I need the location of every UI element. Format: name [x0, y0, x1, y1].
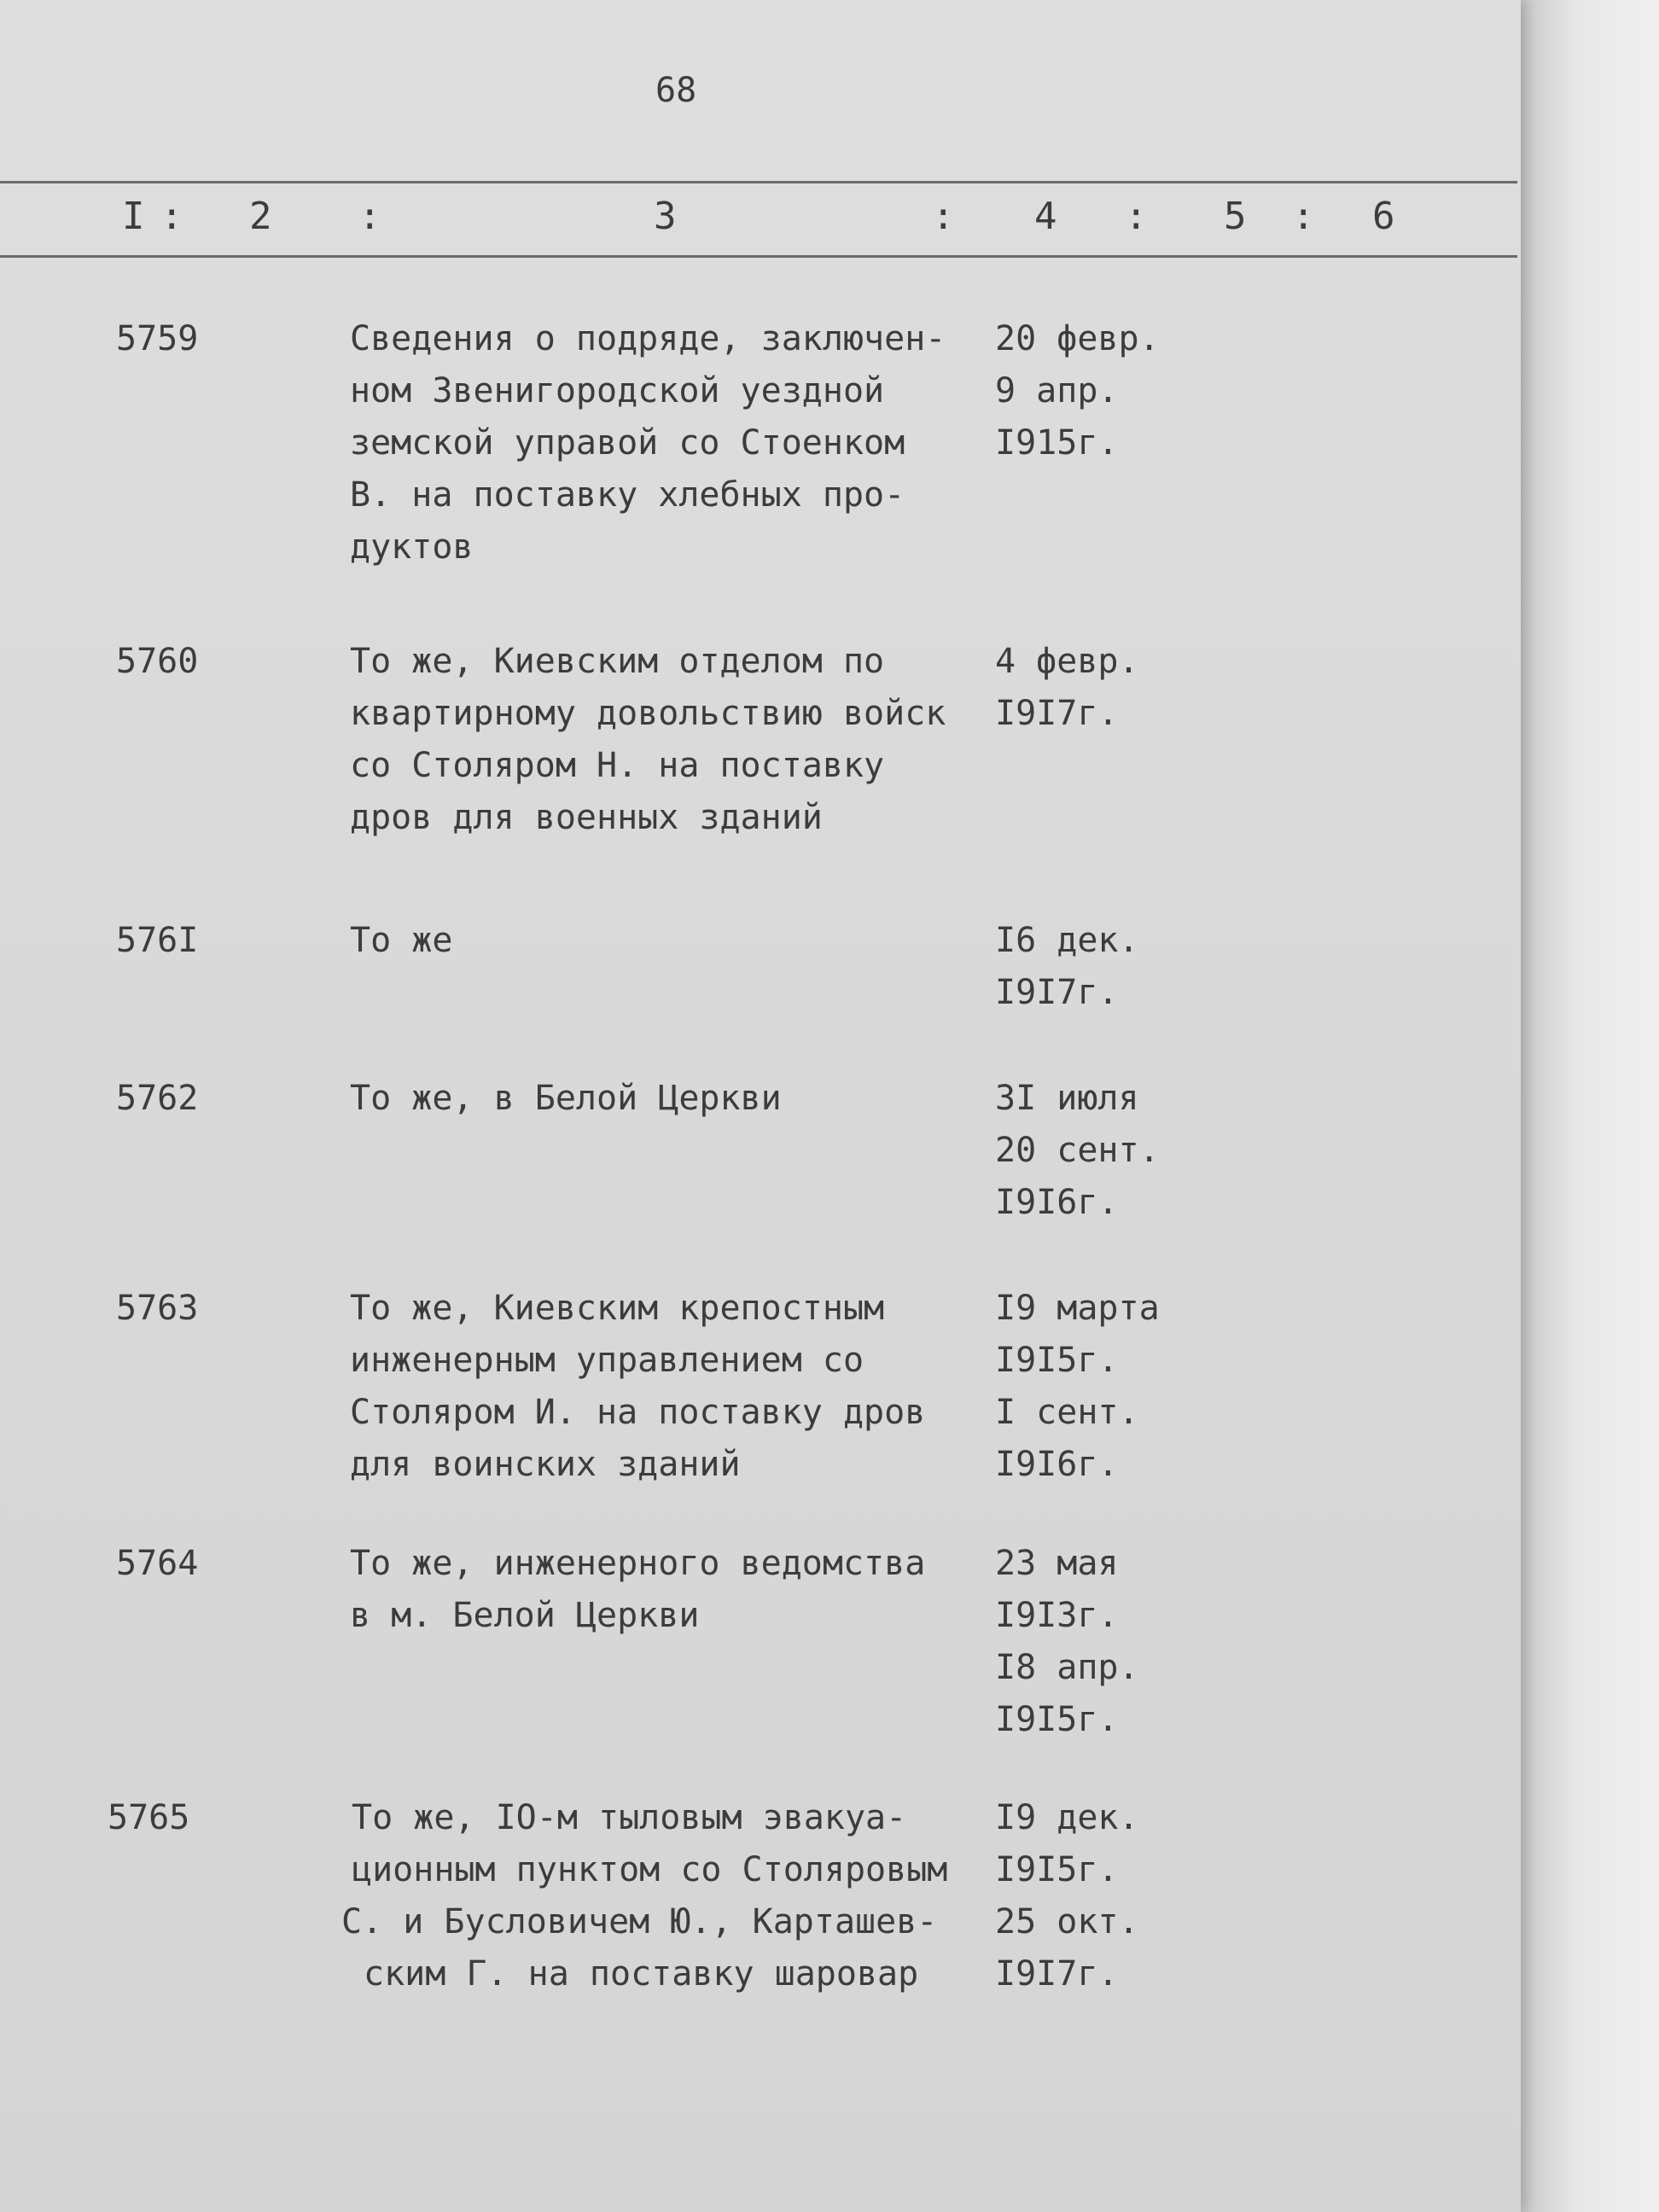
column-separator: : — [358, 195, 381, 238]
title-line: То же, IO-м тыловым эвакуа- — [352, 1798, 907, 1837]
entry-number: 5762 — [116, 1079, 199, 1118]
date-line: I9I7г. — [995, 973, 1119, 1012]
title-line: ским Г. на поставку шаровар — [364, 1954, 919, 1994]
title-line: То же, инженерного ведомства — [350, 1544, 926, 1583]
column-header-6: 6 — [1372, 195, 1395, 238]
title-line: С. и Бусловичем Ю., Карташев- — [341, 1902, 938, 1941]
date-line: I9 марта — [995, 1289, 1160, 1328]
date-line: I9I5г. — [995, 1341, 1119, 1380]
entry-title — [341, 1792, 981, 2000]
entry-number: 5759 — [116, 319, 199, 358]
date-line: I9 дек. — [995, 1798, 1139, 1837]
date-line: I9I6г. — [995, 1445, 1119, 1484]
date-line: I8 апр. — [995, 1648, 1139, 1687]
entry-number: 5764 — [116, 1544, 199, 1583]
date-line: I9I7г. — [995, 694, 1119, 733]
entry-title — [350, 636, 990, 844]
title-line: То же, Киевским отделом по — [350, 642, 885, 681]
column-header-5: 5 — [1224, 195, 1247, 238]
column-separator: : — [932, 195, 955, 238]
date-line: I915г. — [995, 423, 1119, 463]
column-header-1: I — [122, 195, 145, 238]
title-line: В. на поставку хлебных про- — [350, 475, 905, 515]
entry-number: 5765 — [108, 1798, 190, 1837]
date-line: 25 окт. — [995, 1902, 1139, 1941]
entry-dates — [995, 313, 1200, 469]
title-line: квартирному довольствию войск — [350, 694, 946, 733]
entry-number: 5760 — [116, 642, 199, 681]
entry-dates — [995, 1073, 1200, 1229]
entry-dates — [995, 1283, 1200, 1491]
entry-dates — [995, 1792, 1200, 2000]
entry-title — [350, 1073, 990, 1125]
date-line: 4 февр. — [995, 642, 1139, 681]
date-line: I9I7г. — [995, 1954, 1119, 1994]
column-separator: : — [1125, 195, 1148, 238]
entry-number: 576I — [116, 921, 199, 960]
title-line: инженерным управлением со — [350, 1341, 864, 1380]
title-line: То же — [350, 921, 453, 960]
entry-title — [350, 915, 990, 967]
entry-title — [350, 1538, 990, 1642]
title-line: То же, Киевским крепостным — [350, 1289, 885, 1328]
date-line: I6 дек. — [995, 921, 1139, 960]
title-line: ционным пунктом со Столяровым — [352, 1850, 948, 1889]
column-header-3: 3 — [654, 195, 677, 238]
entry-dates — [995, 1538, 1200, 1746]
title-line: Столяром И. на поставку дров — [350, 1393, 926, 1432]
header-rule-bottom — [0, 255, 1517, 258]
date-line: 20 февр. — [995, 319, 1160, 358]
page-number: 68 — [655, 71, 697, 110]
date-line: I9I5г. — [995, 1850, 1119, 1889]
entry-number: 5763 — [116, 1289, 199, 1328]
title-line: со Столяром Н. на поставку — [350, 746, 885, 785]
title-line: дров для военных зданий — [350, 798, 823, 837]
title-line: в м. Белой Церкви — [350, 1596, 700, 1635]
title-line: для воинских зданий — [350, 1445, 741, 1484]
header-rule-top — [0, 181, 1517, 183]
date-line: I сент. — [995, 1393, 1139, 1432]
column-separator: : — [160, 195, 183, 238]
date-line: I9I3г. — [995, 1596, 1119, 1635]
date-line: 9 апр. — [995, 371, 1119, 410]
title-line: Сведения о подряде, заключен- — [350, 319, 946, 358]
column-separator: : — [1292, 195, 1315, 238]
date-line: I9I6г. — [995, 1183, 1119, 1222]
title-line: То же, в Белой Церкви — [350, 1079, 782, 1118]
date-line: I9I5г. — [995, 1700, 1119, 1739]
entry-title — [350, 1283, 990, 1491]
entry-dates — [995, 636, 1200, 740]
title-line: дуктов — [350, 527, 474, 567]
entry-title — [350, 313, 990, 573]
date-line: 23 мая — [995, 1544, 1119, 1583]
date-line: 3I июля — [995, 1079, 1139, 1118]
title-line: земской управой со Стоенком — [350, 423, 905, 463]
entry-dates — [995, 915, 1200, 1019]
underlying-page-edge — [1521, 0, 1659, 2212]
title-line: ном Звенигородской уездной — [350, 371, 885, 410]
date-line: 20 сент. — [995, 1131, 1160, 1170]
column-header-4: 4 — [1034, 195, 1057, 238]
column-header-2: 2 — [249, 195, 272, 238]
